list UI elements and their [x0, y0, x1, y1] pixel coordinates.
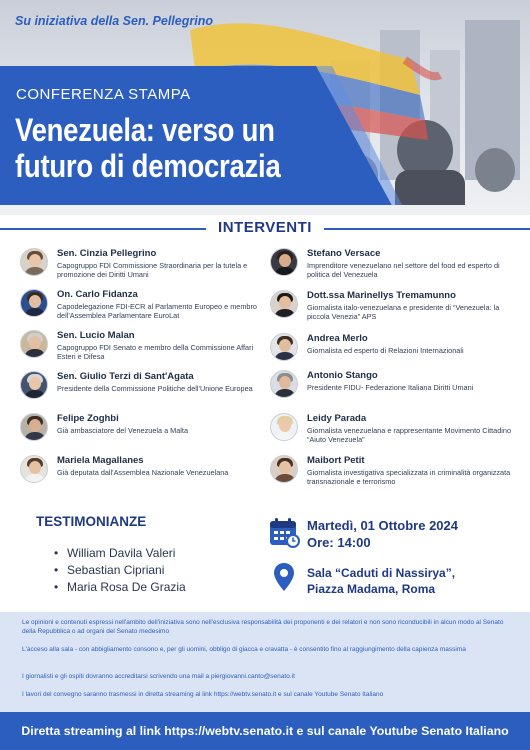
- speaker-role: Presidente della Commissione Politiche dell'Unione Europea: [57, 384, 253, 393]
- speaker-name: Antonio Stango: [307, 370, 378, 381]
- speaker-photo: [20, 330, 48, 358]
- list-item: • Maria Rosa De Grazia: [54, 579, 186, 596]
- location-line-1: Sala “Caduti di Nassirya”,: [307, 566, 456, 580]
- speaker-name: Sen. Lucio Malan: [57, 330, 135, 341]
- speaker-role: Già deputata dall'Assemblea Nazionale Venezuelana: [57, 468, 229, 477]
- disclaimer-note: Le opinioni e contenuti espressi nell'ambito dell'iniziativa sono nell'esclusiva responsabilità dei proponenti e dei relatori e non sono riconducibili in alcun modo al Senato della Repubblica o ad organi del Senato medesimo: [22, 619, 504, 635]
- event-time: Ore: 14:00: [307, 535, 371, 550]
- speaker-photo: [270, 455, 298, 483]
- speaker-photo: [270, 248, 298, 276]
- speaker-name: On. Carlo Fidanza: [57, 289, 138, 300]
- speaker-photo: [20, 289, 48, 317]
- list-item: • Sebastian Cipriani: [54, 562, 186, 579]
- testimonianze-list: [54, 545, 186, 596]
- speaker-photo: [20, 371, 48, 399]
- calendar-icon: [268, 516, 300, 548]
- event-date: Martedì, 01 Ottobre 2024: [307, 518, 458, 533]
- speaker-name: Leidy Parada: [307, 413, 367, 424]
- speaker-photo: [270, 413, 298, 441]
- speaker-photo: [270, 290, 298, 318]
- title-line-1: Venezuela: verso un: [15, 112, 275, 148]
- testimonianze-heading: TESTIMONIANZE: [36, 514, 147, 529]
- speaker-role: Giornalista ed esperto di Relazioni Internazionali: [307, 346, 464, 355]
- speaker-name: Dott.ssa Marinellys Tremamunno: [307, 290, 456, 301]
- event-location: [307, 565, 455, 597]
- speaker-name: Sen. Giulio Terzi di Sant'Agata: [57, 371, 194, 382]
- speaker-name: Sen. Cinzia Pellegrino: [57, 248, 157, 259]
- accreditation-note: I giornalisti e gli ospiti dovranno accreditarsi scrivendo una mail a piergiovanni.canto@senato.it: [22, 673, 295, 680]
- speaker-name: Andrea Merlo: [307, 333, 368, 344]
- streaming-banner: Diretta streaming al link https://webtv.senato.it e sul canale Youtube Senato Italiano: [0, 712, 530, 750]
- access-note: L'acceso alla sala - con abbigliamento consono e, per gli uomini, obbligo di giacca e cravatta - è consentito fino al raggiungimento della capienza massima: [22, 646, 466, 653]
- speaker-role: Capogruppo FDI Senato e membro della Commissione Affari Esteri e Difesa: [57, 343, 254, 361]
- header-banner: [0, 0, 530, 215]
- speaker-role: Giornalista investigativa specializzata in criminalità organizzata transnazionale e terrorismo: [307, 468, 511, 486]
- speaker-photo: [20, 248, 48, 276]
- speaker-role: Capodelegazione FDI-ECR al Parlamento Europeo e membro dell'Assemblea Parlamentare EuroLat: [57, 302, 257, 320]
- speaker-role: Già ambasciatore del Venezuela a Malta: [57, 426, 189, 435]
- speaker-role: Presidente FIDU- Federazione Italiana Diritti Umani: [307, 383, 474, 392]
- speaker-role: Giornalista venezuelana e rappresentante Movimento Cittadino “Aiuto Venezuela”: [307, 426, 512, 444]
- conference-label: CONFERENZA STAMPA: [16, 86, 191, 103]
- title-line-2: futuro di democrazia: [15, 148, 281, 184]
- location-pin-icon: [273, 562, 295, 592]
- speaker-role: Capogruppo FDI Commissione Straordinaria per la tutela e promozione dei Diritti Umani: [57, 261, 248, 279]
- interventi-heading: INTERVENTI: [0, 219, 530, 236]
- speaker-photo: [20, 413, 48, 441]
- event-datetime: [307, 517, 458, 551]
- speaker-photo: [270, 333, 298, 361]
- speaker-role: Giornalista italo-venezuelana e presidente di “Venezuela: la piccola Venezia” APS: [307, 303, 500, 321]
- streaming-note: I lavori del convegno saranno trasmessi in diretta streaming al link https://webtv.senato.it e sul canale Youtube Senato Italiano: [22, 691, 384, 698]
- list-item: • William Davila Valeri: [54, 545, 186, 562]
- speaker-photo: [270, 370, 298, 398]
- speaker-name: Felipe Zoghbi: [57, 413, 119, 424]
- speaker-name: Stefano Versace: [307, 248, 381, 259]
- header-bottom-strip: [0, 205, 530, 215]
- speaker-name: Maibort Petit: [307, 455, 365, 466]
- main-title: [15, 112, 307, 184]
- speaker-photo: [20, 455, 48, 483]
- speaker-name: Mariela Magallanes: [57, 455, 144, 466]
- speaker-role: Imprenditore venezuelano nel settore del food ed esperto di politica del Venezuela: [307, 261, 500, 279]
- initiative-tagline: Su iniziativa della Sen. Pellegrino: [15, 14, 213, 28]
- location-line-2: Piazza Madama, Roma: [307, 582, 436, 596]
